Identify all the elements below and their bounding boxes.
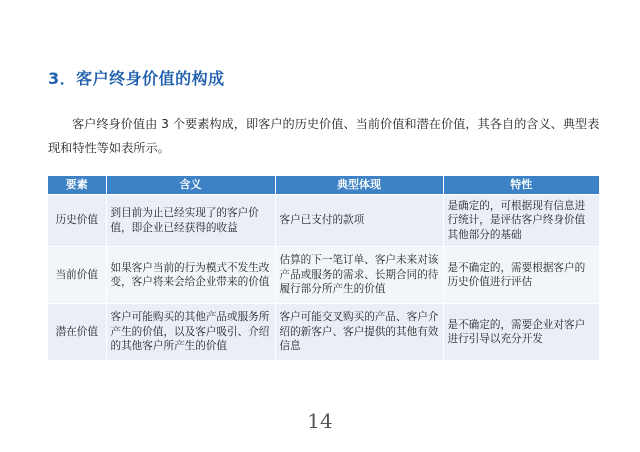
- cell-meaning: 如果客户当前的行为模式不发生改变，客户将来会给企业带来的价值: [106, 247, 275, 304]
- header-property: 特性: [443, 176, 599, 195]
- cell-manifestation: 估算的下一笔订单、客户未来对该产品或服务的需求、长期合同的待履行部分所产生的价值: [275, 247, 443, 304]
- page-number: 14: [307, 409, 333, 433]
- cell-meaning: 到目前为止已经实现了的客户价值，即企业已经获得的收益: [106, 195, 275, 247]
- cell-property: 是确定的，可根据现有信息进行统计，是评估客户终身价值其他部分的基础: [443, 195, 599, 247]
- cell-element: 潜在价值: [48, 304, 106, 361]
- cell-manifestation: 客户可能交叉购买的产品、客户介绍的新客户、客户提供的其他有效信息: [275, 304, 443, 361]
- table-header-row: [48, 176, 599, 195]
- customer-value-table: [48, 176, 599, 360]
- table-row: [48, 247, 599, 304]
- header-manifestation: 典型体现: [275, 176, 443, 195]
- cell-manifestation: 客户已支付的款项: [275, 195, 443, 247]
- section-title: 3．客户终身价值的构成: [48, 69, 225, 88]
- table-row: [48, 304, 599, 361]
- header-element: 要素: [48, 176, 106, 195]
- intro-text: 客户终身价值由 3 个要素构成，即客户的历史价值、当前价值和潜在价值，其各自的含义、典型表现和特性等如表所示。: [48, 117, 600, 155]
- cell-meaning: 客户可能购买的其他产品或服务所产生的价值，以及客户吸引、介绍的其他客户所产生的价值: [106, 304, 275, 361]
- table-row: [48, 195, 599, 247]
- cell-element: 当前价值: [48, 247, 106, 304]
- header-meaning: 含义: [106, 176, 275, 195]
- intro-paragraph: [48, 112, 600, 160]
- cell-property: 是不确定的，需要企业对客户进行引导以充分开发: [443, 304, 599, 361]
- cell-element: 历史价值: [48, 195, 106, 247]
- cell-property: 是不确定的，需要根据客户的历史价值进行评估: [443, 247, 599, 304]
